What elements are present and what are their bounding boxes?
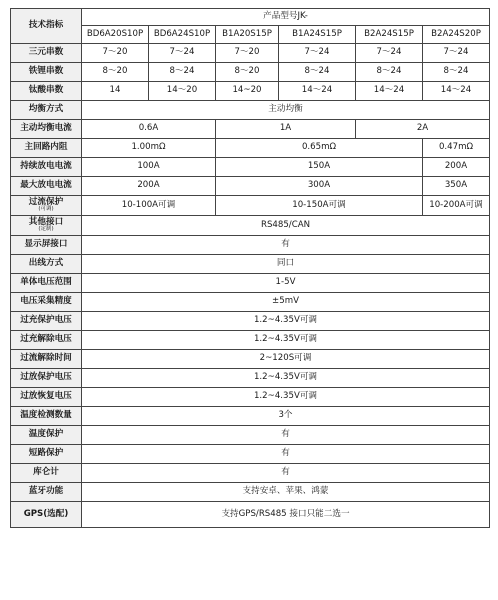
table-row (11, 196, 490, 216)
table-row (11, 331, 490, 350)
cell-value: 14~20 (216, 82, 279, 101)
table-row (11, 483, 490, 502)
row-label-text: 其他接口 (28, 217, 64, 228)
cell-value: 10-150A可调 (216, 196, 423, 216)
cell-value: 8～24 (149, 63, 216, 82)
table-row (11, 274, 490, 293)
model-name: B1A20S15P (216, 26, 279, 44)
cell-value: 7～20 (82, 44, 149, 63)
table-row (11, 464, 490, 483)
table-row (11, 350, 490, 369)
cell-value: 1-5V (82, 274, 490, 293)
cell-value: 200A (82, 177, 216, 196)
cell-value: 有 (82, 236, 490, 255)
row-label: 持续放电电流 (11, 158, 82, 177)
cell-value: 14～24 (279, 82, 356, 101)
header-label: 技术指标 (11, 9, 82, 44)
cell-value: 7～24 (279, 44, 356, 63)
row-label: 铁锂串数 (11, 63, 82, 82)
table-row (11, 445, 490, 464)
cell-value: 100A (82, 158, 216, 177)
cell-value: 1.2~4.35V可调 (82, 388, 490, 407)
row-label: 过放恢复电压 (11, 388, 82, 407)
table-header-row (11, 9, 490, 26)
row-label: 过放保护电压 (11, 369, 82, 388)
cell-value: 2A (356, 120, 490, 139)
table-row (11, 388, 490, 407)
cell-value: 3个 (82, 407, 490, 426)
cell-value: 14～24 (423, 82, 490, 101)
row-label-note: (可调) (38, 206, 54, 213)
row-label: 蓝牙功能 (11, 483, 82, 502)
cell-value: 7～24 (356, 44, 423, 63)
cell-value: 1.00mΩ (82, 139, 216, 158)
model-row (11, 26, 490, 44)
cell-value: 2~120S可调 (82, 350, 490, 369)
row-label: 温度检测数量 (11, 407, 82, 426)
cell-value: 有 (82, 464, 490, 483)
table-row (11, 216, 490, 236)
model-name: B1A24S15P (279, 26, 356, 44)
row-label: 过充保护电压 (11, 312, 82, 331)
row-label: 钛酸串数 (11, 82, 82, 101)
cell-value: 有 (82, 445, 490, 464)
cell-value: 1.2~4.35V可调 (82, 312, 490, 331)
row-label (11, 196, 82, 216)
row-label: 库仑计 (11, 464, 82, 483)
row-label: 显示屏接口 (11, 236, 82, 255)
row-label-note: (定制) (38, 226, 54, 233)
model-name: BD6A24S10P (149, 26, 216, 44)
table-row (11, 312, 490, 331)
spec-table (10, 8, 490, 528)
row-label: 三元串数 (11, 44, 82, 63)
cell-value: 同口 (82, 255, 490, 274)
cell-value: 10-100A可调 (82, 196, 216, 216)
cell-value: 14～24 (356, 82, 423, 101)
row-label: 均衡方式 (11, 101, 82, 120)
table-row (11, 158, 490, 177)
cell-value: 10-200A可调 (423, 196, 490, 216)
model-name: B2A24S20P (423, 26, 490, 44)
cell-value: 0.6A (82, 120, 216, 139)
row-label: 最大放电电流 (11, 177, 82, 196)
table-row (11, 426, 490, 445)
cell-value: 14～20 (149, 82, 216, 101)
row-label: 短路保护 (11, 445, 82, 464)
model-name: B2A24S15P (356, 26, 423, 44)
cell-value: 主动均衡 (82, 101, 490, 120)
table-row (11, 82, 490, 101)
table-row (11, 293, 490, 312)
row-label: 单体电压范围 (11, 274, 82, 293)
table-row (11, 63, 490, 82)
cell-value: ±5mV (82, 293, 490, 312)
cell-value: 7～20 (216, 44, 279, 63)
cell-value: 350A (423, 177, 490, 196)
cell-value: 8～20 (216, 63, 279, 82)
model-name: BD6A20S10P (82, 26, 149, 44)
row-label: GPS(选配) (11, 502, 82, 528)
row-label: 电压采集精度 (11, 293, 82, 312)
cell-value: 有 (82, 426, 490, 445)
table-row (11, 369, 490, 388)
table-row (11, 407, 490, 426)
table-row (11, 101, 490, 120)
table-row (11, 177, 490, 196)
row-label: 主回路内阻 (11, 139, 82, 158)
cell-value: 支持GPS/RS485 接口只能二选一 (82, 502, 490, 528)
row-label: 主动均衡电流 (11, 120, 82, 139)
row-label: 过流解除时间 (11, 350, 82, 369)
cell-value: 300A (216, 177, 423, 196)
table-row (11, 44, 490, 63)
table-row (11, 255, 490, 274)
table-row (11, 502, 490, 528)
table-row (11, 236, 490, 255)
cell-value: 8～20 (82, 63, 149, 82)
cell-value: 8～24 (356, 63, 423, 82)
cell-value: 150A (216, 158, 423, 177)
cell-value: 1.2~4.35V可调 (82, 331, 490, 350)
product-title: 产品型号JK- (82, 9, 490, 26)
cell-value: 1A (216, 120, 356, 139)
row-label (11, 216, 82, 236)
row-label: 过充解除电压 (11, 331, 82, 350)
cell-value: 8～24 (279, 63, 356, 82)
table-row (11, 120, 490, 139)
row-label: 温度保护 (11, 426, 82, 445)
row-label: 出线方式 (11, 255, 82, 274)
cell-value: RS485/CAN (82, 216, 490, 236)
cell-value: 7～24 (423, 44, 490, 63)
cell-value: 支持安卓、苹果、鸿蒙 (82, 483, 490, 502)
cell-value: 8～24 (423, 63, 490, 82)
cell-value: 14 (82, 82, 149, 101)
cell-value: 0.47mΩ (423, 139, 490, 158)
row-label-text: 过流保护 (28, 197, 64, 208)
cell-value: 200A (423, 158, 490, 177)
table-row (11, 139, 490, 158)
cell-value: 7～24 (149, 44, 216, 63)
cell-value: 0.65mΩ (216, 139, 423, 158)
cell-value: 1.2~4.35V可调 (82, 369, 490, 388)
